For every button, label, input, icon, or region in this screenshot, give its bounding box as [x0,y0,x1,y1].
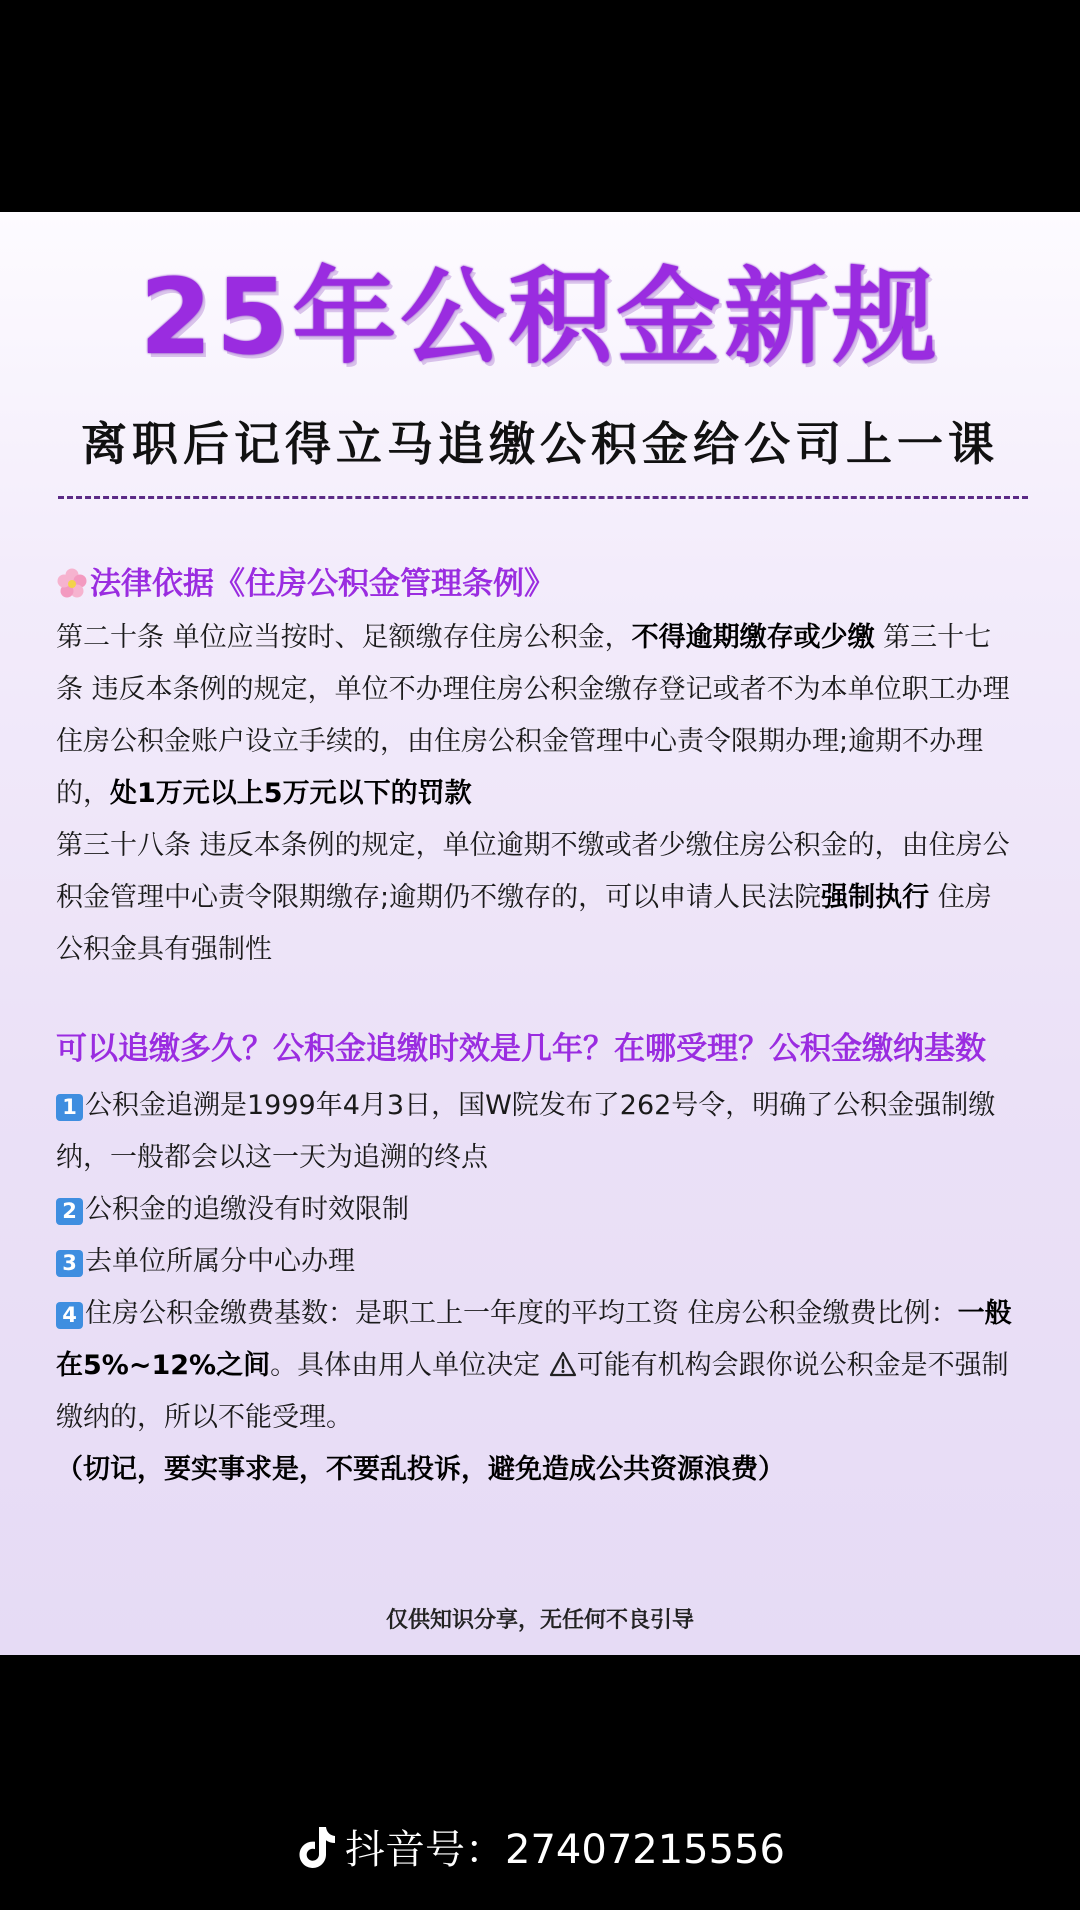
legal-paragraph-2 [56,820,1018,976]
warning-icon [549,1351,577,1377]
legal-p2-text2: 住房公积金具有强制性 [56,882,992,965]
faq-item-1-text: 公积金追溯是1999年4月3日，国W院发布了262号令，明确了公积金强制缴纳，一般都会以这一天为追溯的终点 [56,1090,996,1173]
faq-item-1 [56,1080,1018,1184]
faq-item-4-text3: 可能有机构会跟你说公积金是不强制缴纳的，所以不能受理。 [56,1350,1009,1433]
faq-item-3 [56,1236,1018,1288]
legal-basis-heading [56,556,1018,612]
number-1-icon: 1 [56,1094,83,1121]
article-body [56,556,1018,1496]
legal-p2-text: 第三十八条 违反本条例的规定，单位逾期不缴或者少缴住房公积金的，由住房公积金管理中心责令限期缴存;逾期仍不缴存的，可以申请人民法院 [56,830,1010,913]
closing-note: （切记，要实事求是，不要乱投诉，避免造成公共资源浪费） [56,1454,785,1485]
legal-p1-text2: 第三十七条 违反本条例的规定，单位不办理住房公积金缴存登记或者不为本单位职工办理住房公积金账户设立手续的，由住房公积金管理中心责令限期办理;逾期不办理的， [56,622,1010,809]
faq-item-4-text2: 。具体由用人单位决定 [270,1350,549,1381]
page-title: 25年公积金新规 [139,256,941,378]
spacer [56,976,1018,1020]
legal-p1-bold: 不得逾期缴存或少缴 [631,622,875,653]
faq-heading: 可以追缴多久？公积金追缴时效是几年？在哪受理？公积金缴纳基数 [56,1031,986,1067]
legal-paragraph-1 [56,612,1018,820]
legal-p1-text: 第二十条 单位应当按时、足额缴存住房公积金， [56,622,632,653]
faq-item-4 [56,1288,1018,1444]
faq-item-2-text: 公积金的追缴没有时效限制 [85,1194,409,1225]
watermark-id: 27407215556 [505,1827,785,1873]
dashed-divider [58,496,1028,499]
watermark-label: 抖音号： [345,1827,506,1873]
legal-p2-bold: 强制执行 [821,882,930,913]
number-3-icon: 3 [56,1250,83,1277]
faq-item-4-text: 住房公积金缴费基数：是职工上一年度的平均工资 住房公积金缴费比例： [85,1298,958,1329]
faq-item-3-text: 去单位所属分中心办理 [85,1246,355,1277]
page-subtitle: 离职后记得立马追缴公积金给公司上一课 [81,417,999,471]
faq-item-4-bold: 一般在5%~12%之间 [56,1298,1012,1381]
legal-heading-text: 法律依据《住房公积金管理条例》 [90,566,555,602]
content-card [0,212,1080,1655]
douyin-watermark [0,1822,1080,1878]
flower-icon [56,567,88,599]
number-4-icon: 4 [56,1302,83,1329]
legal-p1-bold2: 处1万元以上5万元以下的罚款 [110,778,472,809]
tiktok-icon [295,1823,339,1873]
disclaimer-footnote: 仅供知识分享，无任何不良引导 [385,1608,694,1633]
number-2-icon: 2 [56,1198,83,1225]
top-black-bar [0,0,1080,212]
faq-item-2 [56,1184,1018,1236]
